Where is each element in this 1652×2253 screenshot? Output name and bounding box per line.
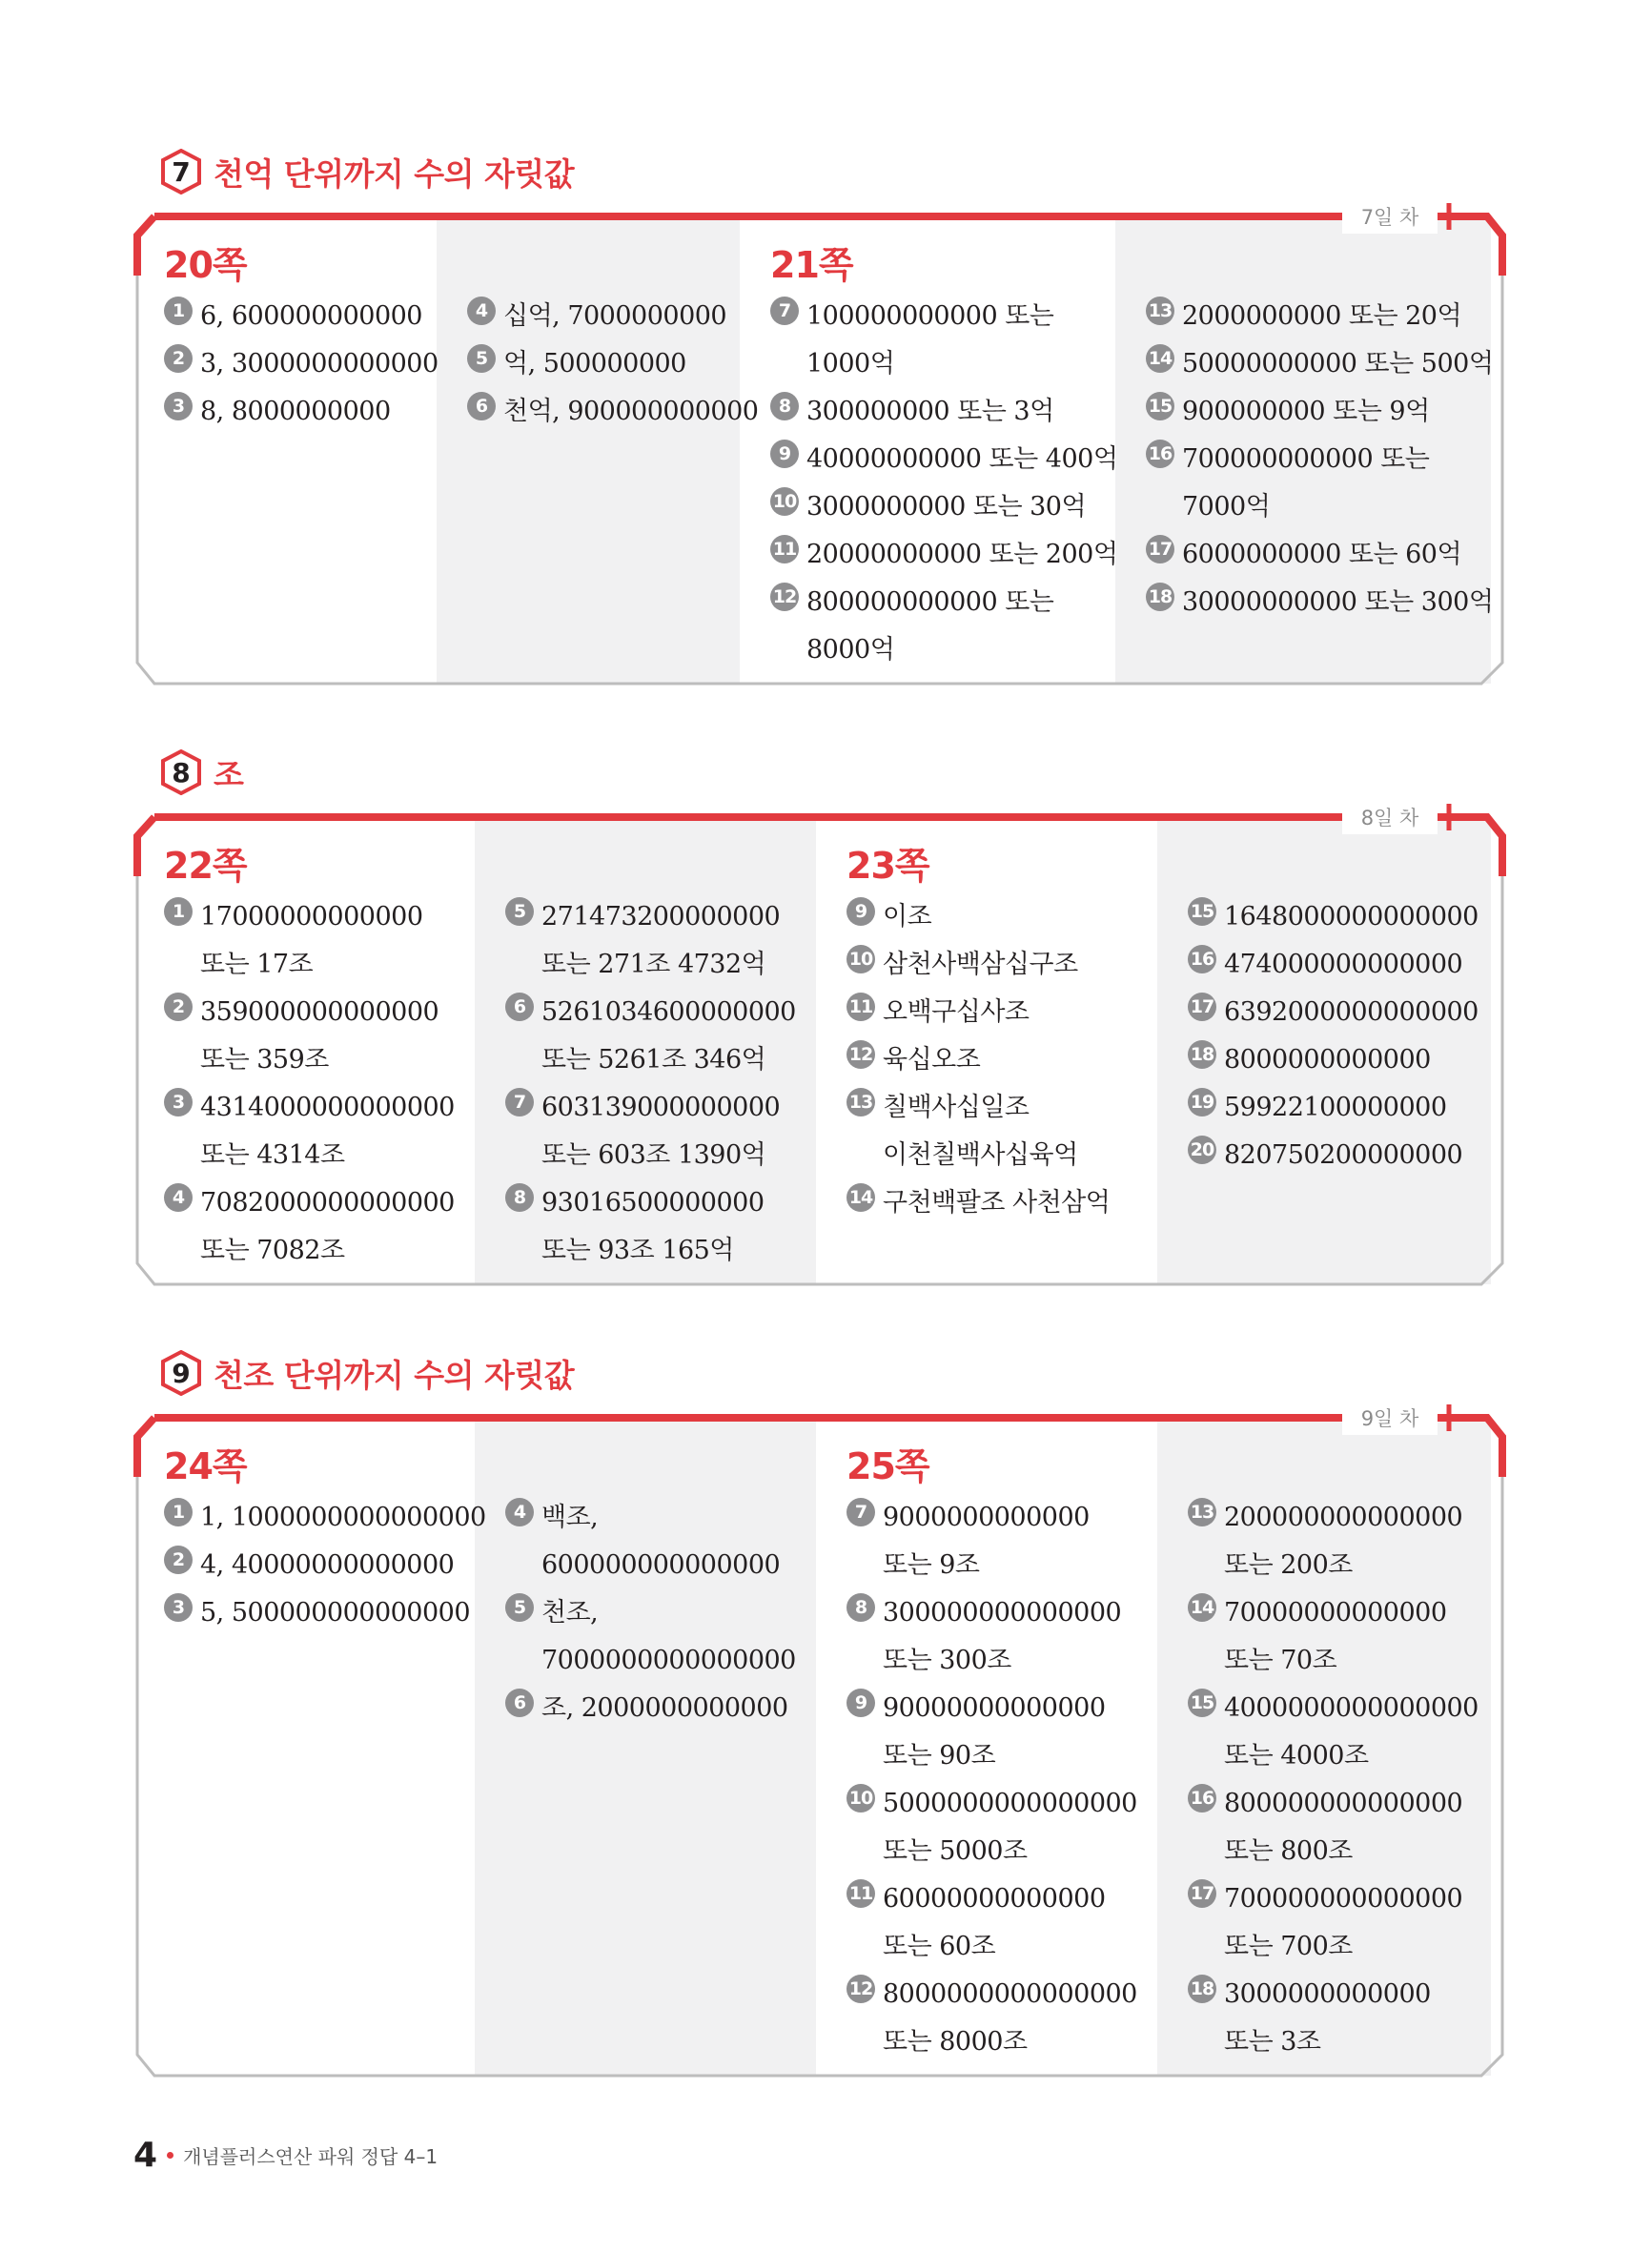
answer-text-continued: 또는 800조 — [1224, 1836, 1353, 1866]
answer-item — [505, 989, 796, 1084]
day-tab: 9일 차 — [1342, 1401, 1438, 1435]
answer-item — [164, 1494, 486, 1542]
answer-item — [846, 1875, 1106, 1971]
answer-text: 800000000000000 — [1224, 1789, 1463, 1818]
problem-number-badge: 3 — [164, 1088, 193, 1116]
answer-text: 천조, — [541, 1598, 599, 1628]
answer-text: 조, 2000000000000 — [541, 1693, 788, 1723]
answer-item — [1146, 388, 1430, 436]
problem-number-badge: 12 — [846, 1975, 875, 2003]
answer-text: 300000000000000 — [883, 1598, 1122, 1628]
problem-number-badge: 12 — [846, 1040, 875, 1069]
answer-text-continued: 또는 70조 — [1224, 1646, 1337, 1675]
answer-item — [164, 989, 438, 1084]
answer-item — [1188, 1036, 1431, 1084]
answer-text-continued: 또는 603조 1390억 — [541, 1140, 766, 1170]
problem-number-badge: 11 — [846, 993, 875, 1021]
answer-text: 십억, 7000000000 — [503, 301, 727, 331]
problem-number-badge: 19 — [1188, 1088, 1216, 1116]
problem-number-badge: 14 — [846, 1183, 875, 1212]
answer-item — [164, 893, 423, 989]
problem-number-badge: 6 — [467, 392, 496, 420]
answer-text: 30000000000 또는 300억 — [1182, 587, 1494, 617]
answer-text: 60000000000000 — [883, 1884, 1106, 1914]
answer-text: 삼천사백삼십구조 — [883, 950, 1078, 979]
problem-number-badge: 9 — [846, 1689, 875, 1717]
problem-number-badge: 17 — [1188, 993, 1216, 1021]
answer-item — [1146, 579, 1493, 626]
problem-number-badge: 11 — [846, 1879, 875, 1908]
answer-item — [1146, 436, 1429, 531]
answer-text: 59922100000000 — [1224, 1093, 1447, 1122]
answer-item — [846, 941, 1078, 989]
answer-item — [770, 293, 1053, 388]
problem-number-badge: 4 — [164, 1183, 193, 1212]
answer-item — [1146, 531, 1461, 579]
answer-text: 20000000000 또는 200억 — [806, 540, 1118, 569]
answer-text-continued: 또는 9조 — [883, 1550, 980, 1580]
section-title: 천억 단위까지 수의 자릿값 — [214, 154, 575, 193]
answer-text-continued: 또는 5261조 346억 — [541, 1045, 766, 1075]
answer-item — [1146, 340, 1493, 388]
answer-text: 3000000000 또는 30억 — [806, 492, 1087, 522]
page-label: 25쪽 — [846, 1445, 929, 1487]
problem-number-badge: 13 — [1188, 1498, 1216, 1526]
answer-text: 9000000000000 — [883, 1503, 1090, 1532]
answer-text-continued: 또는 90조 — [883, 1741, 996, 1771]
answer-item — [164, 1179, 455, 1275]
section-title: 천조 단위까지 수의 자릿값 — [214, 1356, 575, 1394]
answer-item — [164, 340, 438, 388]
answer-text: 50000000000 또는 500억 — [1182, 349, 1494, 379]
problem-number-badge: 5 — [467, 344, 496, 373]
page-label: 23쪽 — [846, 845, 929, 887]
problem-number-badge: 9 — [846, 897, 875, 926]
answer-item — [1188, 1589, 1447, 1685]
answer-item — [1188, 893, 1479, 941]
answer-item — [1188, 1685, 1479, 1780]
problem-number-badge: 17 — [1188, 1879, 1216, 1908]
section-title: 조 — [214, 755, 244, 793]
section-number-badge: 9 — [160, 1350, 202, 1396]
answer-text: 271473200000000 — [541, 902, 781, 932]
problem-number-badge: 10 — [846, 945, 875, 973]
problem-number-badge: 11 — [770, 535, 799, 563]
problem-number-badge: 2 — [164, 344, 193, 373]
problem-number-badge: 12 — [770, 583, 799, 611]
answer-text: 8000000000000000 — [883, 1979, 1137, 2009]
answer-item — [846, 1780, 1137, 1875]
problem-number-badge: 4 — [505, 1498, 534, 1526]
problem-number-badge: 18 — [1188, 1975, 1216, 2003]
answer-text: 백조, — [541, 1503, 599, 1532]
answer-frame — [133, 796, 1506, 1292]
answer-text: 900000000 또는 9억 — [1182, 397, 1430, 426]
answer-item — [467, 293, 726, 340]
page-label: 21쪽 — [770, 244, 853, 286]
answer-text: 17000000000000 — [200, 902, 423, 932]
problem-number-badge: 1 — [164, 297, 193, 325]
answer-frame — [133, 1397, 1506, 2083]
answer-item — [846, 989, 1030, 1036]
problem-number-badge: 16 — [1188, 1784, 1216, 1813]
problem-number-badge: 8 — [505, 1183, 534, 1212]
answer-item — [1188, 941, 1462, 989]
problem-number-badge: 14 — [1188, 1593, 1216, 1622]
problem-number-badge: 16 — [1146, 440, 1174, 468]
answer-text: 5, 500000000000000 — [200, 1598, 471, 1628]
answer-text-continued: 8000억 — [806, 635, 895, 665]
page-label: 20쪽 — [164, 244, 247, 286]
answer-item — [846, 1084, 1078, 1179]
problem-number-badge: 7 — [846, 1498, 875, 1526]
answer-text: 4314000000000000 — [200, 1093, 455, 1122]
answer-text: 4000000000000000 — [1224, 1693, 1479, 1723]
problem-number-badge: 15 — [1146, 392, 1174, 420]
bullet-dot-icon — [167, 2152, 173, 2159]
problem-number-badge: 2 — [164, 1546, 193, 1574]
answer-text: 820750200000000 — [1224, 1140, 1463, 1170]
answer-text: 5000000000000000 — [883, 1789, 1137, 1818]
problem-number-badge: 14 — [1146, 344, 1174, 373]
answer-text: 구천백팔조 사천삼억 — [883, 1188, 1111, 1218]
answer-text: 8000000000000 — [1224, 1045, 1431, 1075]
answer-text: 천억, 900000000000 — [503, 397, 759, 426]
answer-item — [770, 388, 1054, 436]
book-title: 개념플러스연산 파워 정답 4–1 — [183, 2145, 438, 2168]
problem-number-badge: 9 — [770, 440, 799, 468]
answer-item — [846, 1036, 980, 1084]
problem-number-badge: 6 — [505, 1689, 534, 1717]
section-number-badge: 7 — [160, 149, 202, 195]
answer-text: 칠백사십일조 — [883, 1093, 1030, 1122]
answer-text-continued: 또는 4314조 — [200, 1140, 345, 1170]
problem-number-badge: 10 — [846, 1784, 875, 1813]
answer-item — [1188, 1494, 1462, 1589]
answer-text-continued: 또는 359조 — [200, 1045, 329, 1075]
answer-text: 700000000000000 — [1224, 1884, 1463, 1914]
answer-item — [1146, 293, 1461, 340]
day-tab: 8일 차 — [1342, 800, 1438, 834]
answer-item — [505, 893, 780, 989]
answer-text: 1, 1000000000000000 — [200, 1503, 486, 1532]
answer-item — [846, 1589, 1121, 1685]
answer-item — [846, 1494, 1090, 1589]
answer-text: 8, 8000000000 — [200, 397, 391, 426]
problem-number-badge: 7 — [770, 297, 799, 325]
answer-item — [1188, 1084, 1447, 1132]
answer-text-continued: 또는 17조 — [200, 950, 314, 979]
answer-text-continued: 또는 93조 165억 — [541, 1236, 734, 1265]
answer-text: 5261034600000000 — [541, 997, 796, 1027]
problem-number-badge: 5 — [505, 897, 534, 926]
answer-text: 4, 40000000000000 — [200, 1550, 455, 1580]
problem-number-badge: 13 — [846, 1088, 875, 1116]
problem-number-badge: 5 — [505, 1593, 534, 1622]
problem-number-badge: 8 — [770, 392, 799, 420]
answer-item — [770, 436, 1117, 483]
page-label: 22쪽 — [164, 845, 247, 887]
problem-number-badge: 4 — [467, 297, 496, 325]
answer-text: 7082000000000000 — [200, 1188, 455, 1218]
answer-item — [505, 1084, 780, 1179]
problem-number-badge: 18 — [1146, 583, 1174, 611]
answer-item — [1188, 1132, 1462, 1179]
answer-text-continued: 또는 4000조 — [1224, 1741, 1369, 1771]
answer-item — [1188, 1971, 1431, 2066]
answer-item — [846, 1179, 1110, 1227]
problem-number-badge: 1 — [164, 1498, 193, 1526]
problem-number-badge: 15 — [1188, 1689, 1216, 1717]
answer-text-continued: 또는 5000조 — [883, 1836, 1028, 1866]
section-header — [160, 748, 243, 797]
answer-item — [770, 531, 1117, 579]
problem-number-badge: 13 — [1146, 297, 1174, 325]
answer-text: 3, 3000000000000 — [200, 349, 438, 379]
problem-number-badge: 10 — [770, 487, 799, 516]
page-label: 24쪽 — [164, 1445, 247, 1487]
answer-text: 오백구십사조 — [883, 997, 1030, 1027]
answer-text: 3000000000000 — [1224, 1979, 1431, 2009]
section-number-badge: 8 — [160, 749, 202, 795]
answer-item — [846, 1971, 1137, 2066]
answer-text-continued: 7000000000000000 — [541, 1646, 796, 1675]
answer-item — [505, 1179, 765, 1275]
answer-text-continued: 또는 271조 4732억 — [541, 950, 766, 979]
answer-item — [164, 1589, 470, 1637]
problem-number-badge: 6 — [505, 993, 534, 1021]
answer-text: 800000000000 또는 — [806, 587, 1054, 617]
answer-item — [164, 293, 422, 340]
answer-text: 40000000000 또는 400억 — [806, 444, 1118, 474]
answer-item — [1188, 1780, 1462, 1875]
answer-text: 90000000000000 — [883, 1693, 1106, 1723]
answer-item — [770, 483, 1086, 531]
problem-number-badge: 7 — [505, 1088, 534, 1116]
answer-frame — [133, 195, 1506, 691]
answer-item — [505, 1494, 780, 1589]
answer-text-continued: 또는 300조 — [883, 1646, 1011, 1675]
day-tab: 7일 차 — [1342, 199, 1438, 234]
answer-text: 93016500000000 — [541, 1188, 765, 1218]
answer-text-continued: 또는 7082조 — [200, 1236, 345, 1265]
answer-item — [467, 388, 758, 436]
answer-item — [1188, 989, 1479, 1036]
problem-number-badge: 15 — [1188, 897, 1216, 926]
answer-item — [164, 1084, 455, 1179]
answer-text-continued: 600000000000000 — [541, 1550, 781, 1580]
answer-text: 700000000000 또는 — [1182, 444, 1430, 474]
answer-item — [846, 893, 931, 941]
answer-text: 이조 — [883, 902, 932, 932]
answer-text: 2000000000 또는 20억 — [1182, 301, 1462, 331]
answer-text-continued: 또는 8000조 — [883, 2027, 1028, 2057]
answer-item — [846, 1685, 1106, 1780]
answer-text: 6392000000000000 — [1224, 997, 1479, 1027]
problem-number-badge: 3 — [164, 1593, 193, 1622]
problem-number-badge: 18 — [1188, 1040, 1216, 1069]
answer-item — [505, 1685, 788, 1732]
answer-text: 474000000000000 — [1224, 950, 1463, 979]
problem-number-badge: 3 — [164, 392, 193, 420]
answer-text-continued: 또는 700조 — [1224, 1932, 1353, 1961]
answer-text-continued: 또는 3조 — [1224, 2027, 1321, 2057]
answer-text: 70000000000000 — [1224, 1598, 1447, 1628]
section-header — [160, 147, 574, 196]
page-footer — [133, 2136, 438, 2175]
answer-text: 육십오조 — [883, 1045, 981, 1075]
answer-text-continued: 1000억 — [806, 349, 895, 379]
answer-text-continued: 또는 200조 — [1224, 1550, 1353, 1580]
answer-text: 1648000000000000 — [1224, 902, 1479, 932]
answer-item — [770, 579, 1053, 674]
answer-item — [467, 340, 686, 388]
answer-text: 200000000000000 — [1224, 1503, 1463, 1532]
problem-number-badge: 8 — [846, 1593, 875, 1622]
answer-text: 6000000000 또는 60억 — [1182, 540, 1462, 569]
answer-text-continued: 또는 60조 — [883, 1932, 996, 1961]
answer-item — [164, 388, 391, 436]
answer-item — [1188, 1875, 1462, 1971]
answer-text: 300000000 또는 3억 — [806, 397, 1054, 426]
answer-text-continued: 이천칠백사십육억 — [883, 1140, 1078, 1170]
problem-number-badge: 17 — [1146, 535, 1174, 563]
answer-text: 603139000000000 — [541, 1093, 781, 1122]
problem-number-badge: 16 — [1188, 945, 1216, 973]
page-number: 4 — [133, 2136, 158, 2175]
answer-item — [505, 1589, 796, 1685]
answer-item — [164, 1542, 454, 1589]
answer-text: 100000000000 또는 — [806, 301, 1054, 331]
problem-number-badge: 20 — [1188, 1136, 1216, 1164]
answer-text-continued: 7000억 — [1182, 492, 1271, 522]
section-header — [160, 1348, 574, 1398]
answer-text: 359000000000000 — [200, 997, 439, 1027]
problem-number-badge: 2 — [164, 993, 193, 1021]
answer-text: 억, 500000000 — [503, 349, 686, 379]
answer-text: 6, 600000000000 — [200, 301, 422, 331]
problem-number-badge: 1 — [164, 897, 193, 926]
